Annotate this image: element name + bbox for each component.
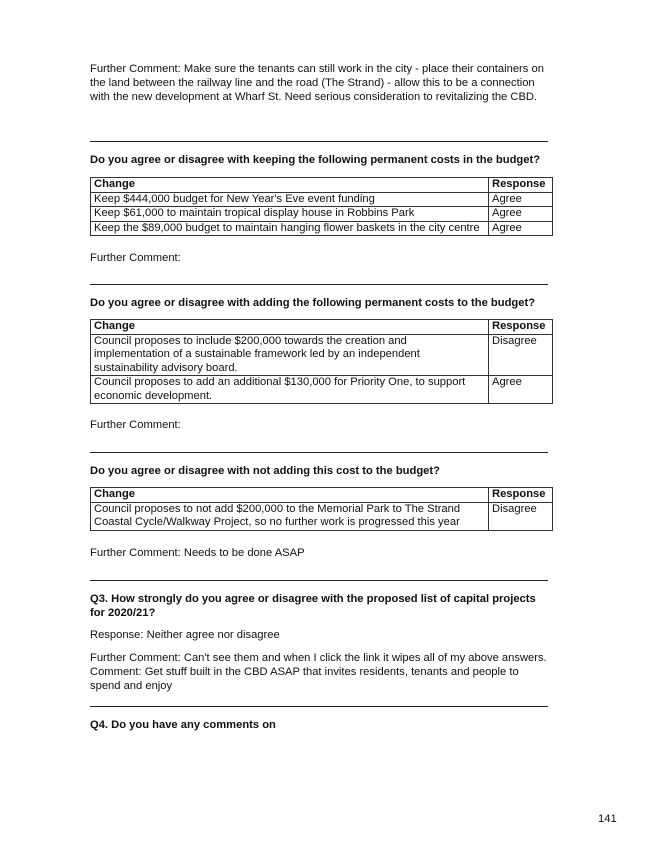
table-header-row: [91, 178, 553, 193]
table-row: [91, 502, 553, 530]
cell-change: Council proposes to add an additional $130,000 for Priority One, to support economic development.: [91, 376, 489, 404]
further-comment: Further Comment:: [90, 419, 181, 431]
header-response: Response: [489, 178, 553, 193]
header-change: Change: [91, 488, 489, 503]
q3-comment-2: Comment: Get stuff built in the CBD ASAP that invites residents, tenants and people to spend and enjoy: [90, 665, 519, 692]
table-row: [91, 334, 553, 376]
table-not-adding-cost: [90, 487, 553, 531]
cell-response: Agree: [489, 221, 553, 236]
divider: [90, 580, 548, 581]
divider: [90, 141, 548, 142]
cell-change: Council proposes to include $200,000 towards the creation and implementation of a sustainable framework led by an independent sustainability advisory board.: [91, 334, 489, 376]
table-row: [91, 207, 553, 222]
table-row: [91, 192, 553, 207]
cell-change: Keep $61,000 to maintain tropical display house in Robbins Park: [91, 207, 489, 222]
divider: [90, 452, 548, 453]
further-comment: Further Comment:: [90, 252, 181, 264]
header-response: Response: [489, 488, 553, 503]
further-comment: Further Comment: Needs to be done ASAP: [90, 546, 305, 559]
cell-response: Disagree: [489, 334, 553, 376]
question-q4: Q4. Do you have any comments on: [90, 718, 276, 731]
cell-response: Agree: [489, 376, 553, 404]
header-change: Change: [91, 320, 489, 335]
page-content: [90, 62, 552, 732]
q3-comment-1: Further Comment: Can't see them and when I click the link it wipes all of my above answers.: [90, 651, 547, 664]
cell-response: Disagree: [489, 502, 553, 530]
table-header-row: [91, 488, 553, 503]
question-q3: Q3. How strongly do you agree or disagree with the proposed list of capital projects for 2020/21?: [90, 592, 536, 619]
cell-response: Agree: [489, 192, 553, 207]
cell-change: Keep the $89,000 budget to maintain hanging flower baskets in the city centre: [91, 221, 489, 236]
cell-change: Keep $444,000 budget for New Year's Eve event funding: [91, 192, 489, 207]
table-add-costs: [90, 319, 553, 404]
header-change: Change: [91, 178, 489, 193]
question-keep-costs: Do you agree or disagree with keeping the following permanent costs in the budget?: [90, 154, 541, 166]
divider: [90, 706, 548, 707]
table-row: [91, 376, 553, 404]
question-add-costs: Do you agree or disagree with adding the following permanent costs to the budget?: [90, 297, 536, 309]
header-response: Response: [489, 320, 553, 335]
q3-response: Response: Neither agree nor disagree: [90, 628, 280, 641]
table-row: [91, 221, 553, 236]
page-number: 141: [598, 813, 617, 825]
cell-change: Council proposes to not add $200,000 to the Memorial Park to The Strand Coastal Cycle/Walkway Project, so no further work is progressed this year: [91, 502, 489, 530]
table-header-row: [91, 320, 553, 335]
question-not-adding-cost: Do you agree or disagree with not adding this cost to the budget?: [90, 465, 440, 477]
intro-comment: Further Comment: Make sure the tenants can still work in the city - place their containers on the land between the railway line and the road (The Strand) - allow this to be a connection with the new development at Wharf St. Need serious consideration to revitalizing the CBD.: [90, 63, 544, 103]
table-keep-costs: [90, 177, 553, 236]
divider: [90, 284, 548, 285]
cell-response: Agree: [489, 207, 553, 222]
